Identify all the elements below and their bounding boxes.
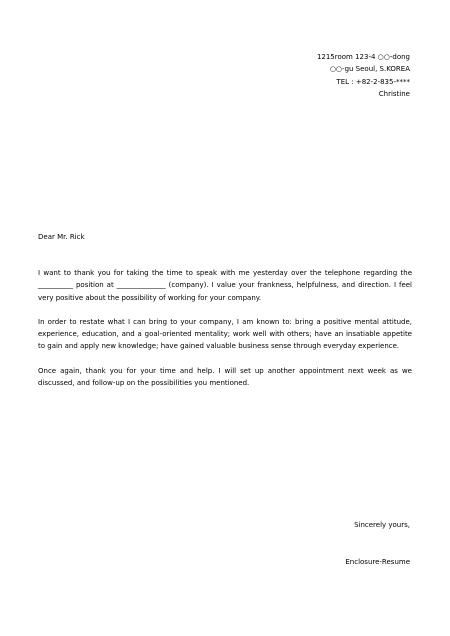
body-paragraph-1: I want to thank you for taking the time to speak with me yesterday over the telephone regarding the __________ position at ______________ (company). I value your frankness, helpfulness, and direction. I feel very positive about the possibility of working for your company. — [38, 269, 412, 302]
sender-name: Christine — [378, 89, 410, 98]
closing: Sincerely yours, — [354, 521, 410, 529]
sender-address-line-1: 1215room 123-4 ○○-dong — [316, 53, 410, 61]
salutation: Dear Mr. Rick — [38, 233, 85, 241]
body-paragraph-3: Once again, thank you for your time and help. I will set up another appointment next week as we discussed, and follow-up on the possibilities you mentioned. — [38, 366, 412, 388]
letter-body — [38, 267, 412, 401]
sender-address-block — [210, 51, 410, 100]
sender-address-line-2: ○○-gu Seoul, S.KOREA — [329, 65, 410, 74]
body-paragraph-2: In order to restate what I can bring to your company, I am known to: bring a positive mental attitude, experience, education, and a goal-oriented mentality; work well with others; have an insatiable appetite to gain and apply new knowledge; have gained valuable business sense through everyday experience. — [38, 317, 412, 351]
sender-phone: TEL : +82-2-835-**** — [336, 77, 410, 86]
enclosure-note: Enclosure-Resume — [345, 558, 410, 566]
